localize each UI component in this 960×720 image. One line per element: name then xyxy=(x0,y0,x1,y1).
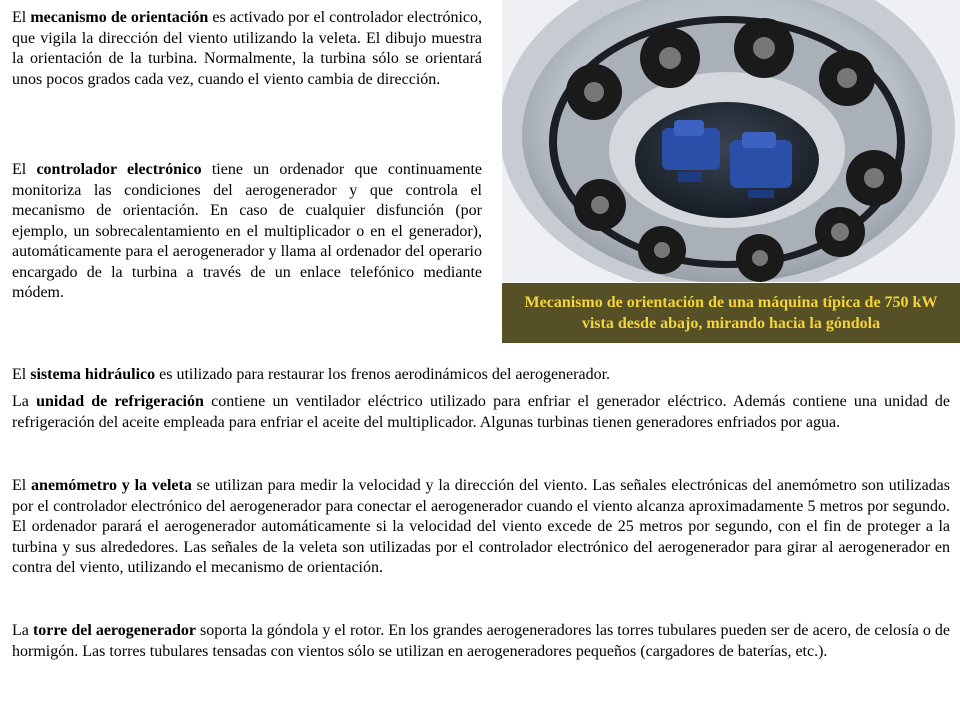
text: La xyxy=(12,393,37,410)
yaw-mechanism-illustration xyxy=(502,0,960,282)
text: contiene un ventilador eléctrico utilizado para enfriar el generador eléctrico. Además contiene una unidad de refrigeración del aceite empleada para enfriar el aceite del multiplicador. Algunas turbinas tienen generadores enfriados por agua. xyxy=(12,393,950,431)
text: El xyxy=(12,366,31,383)
text: tiene un ordenador que continuamente monitoriza las condiciones del aerogenerador y que controla el mecanismo de orientación. En caso de cualquier disfunción (por ejemplo, un sobrecalentamiento en el multiplicador o en el generador), automáticamente para el aerogenerador y llama al ordenador del operario encargado de la turbina a través de un enlace telefónico mediante módem. xyxy=(12,161,483,301)
bold-term: mecanismo de orientación xyxy=(30,9,209,26)
text: La xyxy=(12,622,33,639)
photo-caption: Mecanismo de orientación de una máquina típica de 750 kW vista desde abajo, mirando hacia la góndola xyxy=(502,283,960,343)
bold-term: unidad de refrigeración xyxy=(36,393,204,410)
text: es utilizado para restaurar los frenos aerodinámicos del aerogenerador. xyxy=(155,366,611,383)
text: soporta la góndola y el rotor. En los grandes aerogeneradores las torres tubulares pueden ser de acero, de celosía o de hormigón. Las torres tubulares tensadas con vientos sólo se utilizan en aerogeneradores pequeños (cargadores de baterías, etc.). xyxy=(12,622,951,660)
bold-term: controlador electrónico xyxy=(36,161,202,178)
paragraph-anemometer xyxy=(12,476,950,579)
paragraph-hydraulic-system xyxy=(12,365,950,386)
bold-term: sistema hidráulico xyxy=(30,366,156,383)
text: se utilizan para medir la velocidad y la dirección del viento. Las señales electrónicas del anemómetro son utilizadas por el controlador electrónico del aerogenerador para conectar el aerogenerador cuando el viento alcanza aproximadamente 5 metros por segundo. El ordenador parará el aerogenerador automáticamente si la velocidad del viento excede de 25 metros por segundo, con el fin de proteger a la turbina y sus alrededores. Las señales de la veleta son utilizadas por el controlador electrónico del aerogenerador para girar al aerogenerador en contra del viento, utilizando el mecanismo de orientación. xyxy=(12,477,951,576)
paragraph-electronic-controller xyxy=(12,160,482,304)
yaw-mechanism-photo xyxy=(502,0,960,282)
paragraph-cooling-unit xyxy=(12,392,950,433)
text: El xyxy=(12,161,37,178)
text: El xyxy=(12,9,31,26)
paragraph-yaw-mechanism xyxy=(12,8,482,90)
text: El xyxy=(12,477,32,494)
bold-term: torre del aerogenerador xyxy=(32,622,196,639)
text: es activado por el controlador electrónico, que vigila la dirección del viento utilizando la veleta. El dibujo muestra la orientación de la turbina. Normalmente, la turbina sólo se orientará unos pocos grados cada vez, cuando el viento cambia de dirección. xyxy=(12,9,483,88)
bold-term: anemómetro y la veleta xyxy=(31,477,192,494)
paragraph-tower xyxy=(12,621,950,662)
